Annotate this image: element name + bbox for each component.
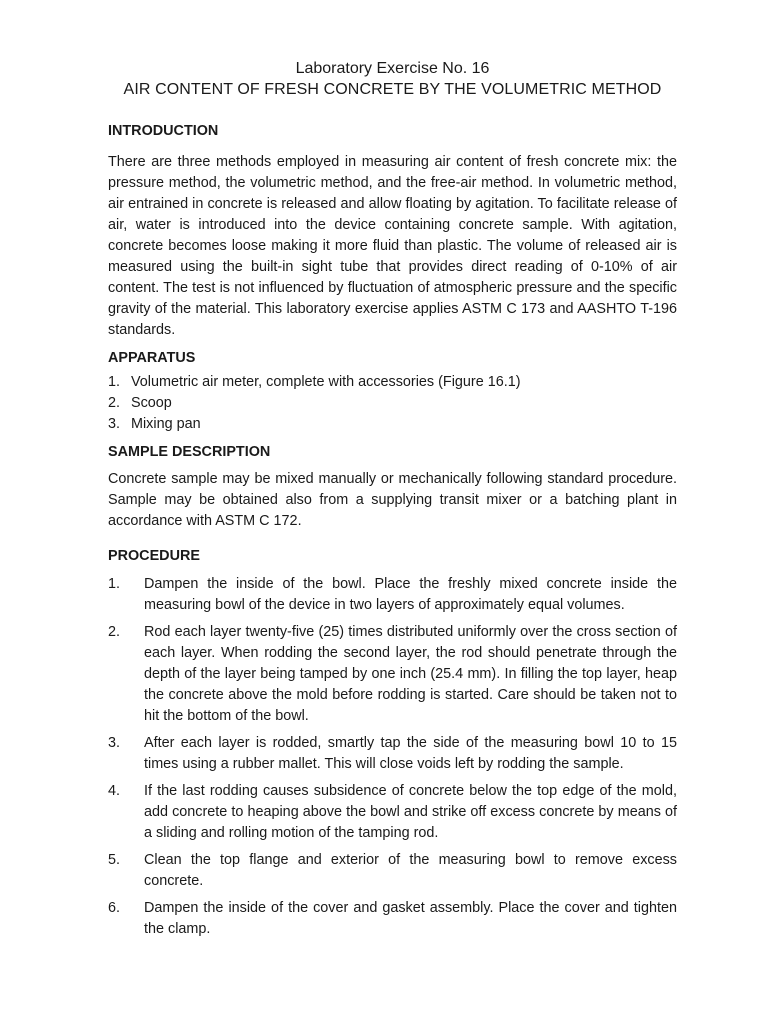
exercise-main-title: AIR CONTENT OF FRESH CONCRETE BY THE VOLUMETRIC METHOD xyxy=(123,81,662,98)
step-number: 2. xyxy=(108,624,121,640)
procedure-step xyxy=(108,898,677,940)
step-text: After each layer is rodded, smartly tap the side of the measuring bowl 10 to 15 times using a rubber mallet. This will close voids left by rodding the sample. xyxy=(144,735,677,772)
step-text: Dampen the inside of the bowl. Place the freshly mixed concrete inside the measuring bowl of the device in two layers of approximately equal volumes. xyxy=(144,576,677,613)
list-item xyxy=(108,372,677,393)
introduction-paragraph: There are three methods employed in measuring air content of fresh concrete mix: the pressure method, the volumetric method, and the free-air method. In volumetric method, air entrained in concrete is released and allow floating by agitation. To facilitate release of air, water is introduced into the device containing concrete sample. With agitation, concrete becomes loose making it more fluid than plastic. The volume of released air is measured using the built-in sight tube that provides direct reading of 0-10% of air content. The test is not influenced by fluctuation of atmospheric pressure and the specific gravity of the material. This laboratory exercise applies ASTM C 173 and AASHTO T-196 standards. xyxy=(108,154,677,338)
list-item-number: 3. xyxy=(108,416,121,432)
step-text: Rod each layer twenty-five (25) times distributed uniformly over the cross section of each layer. When rodding the second layer, the rod should penetrate through the depth of the layer being tamped by one inch (25.4 mm). In filling the top layer, heap the concrete above the mold before rodding is started. Care should be taken not to hit the bottom of the bowl. xyxy=(144,624,677,724)
step-text: Clean the top flange and exterior of the measuring bowl to remove excess concrete. xyxy=(144,852,677,889)
procedure-step xyxy=(108,850,677,892)
procedure-step xyxy=(108,574,677,616)
title-block xyxy=(104,58,681,100)
apparatus-list xyxy=(108,372,677,435)
list-item-number: 1. xyxy=(108,374,121,390)
procedure-step xyxy=(108,733,677,775)
step-number: 5. xyxy=(108,852,121,868)
sample-description-paragraph: Concrete sample may be mixed manually or mechanically following standard procedure. Sample may be obtained also from a supplying transit mixer or a batching plant in accordance with ASTM C 172. xyxy=(108,471,677,529)
step-text: Dampen the inside of the cover and gasket assembly. Place the cover and tighten the clamp. xyxy=(144,900,677,937)
procedure-step xyxy=(108,781,677,844)
step-number: 3. xyxy=(108,735,121,751)
exercise-number-title: Laboratory Exercise No. 16 xyxy=(295,60,490,77)
step-number: 1. xyxy=(108,576,121,592)
introduction-heading: INTRODUCTION xyxy=(108,123,219,139)
procedure-heading: PROCEDURE xyxy=(108,548,200,564)
list-item xyxy=(108,393,677,414)
apparatus-heading: APPARATUS xyxy=(108,350,196,366)
step-number: 4. xyxy=(108,783,121,799)
list-item-number: 2. xyxy=(108,395,121,411)
list-item-text: Mixing pan xyxy=(131,416,201,432)
list-item-text: Scoop xyxy=(131,395,172,411)
list-item xyxy=(108,414,677,435)
list-item-text: Volumetric air meter, complete with accessories (Figure 16.1) xyxy=(131,374,521,390)
procedure-list xyxy=(108,574,677,940)
step-text: If the last rodding causes subsidence of concrete below the top edge of the mold, add concrete to heaping above the bowl and strike off excess concrete by means of a sliding and rolling motion of the tamping rod. xyxy=(144,783,677,841)
procedure-step xyxy=(108,622,677,727)
sample-description-heading: SAMPLE DESCRIPTION xyxy=(108,444,271,460)
step-number: 6. xyxy=(108,900,121,916)
